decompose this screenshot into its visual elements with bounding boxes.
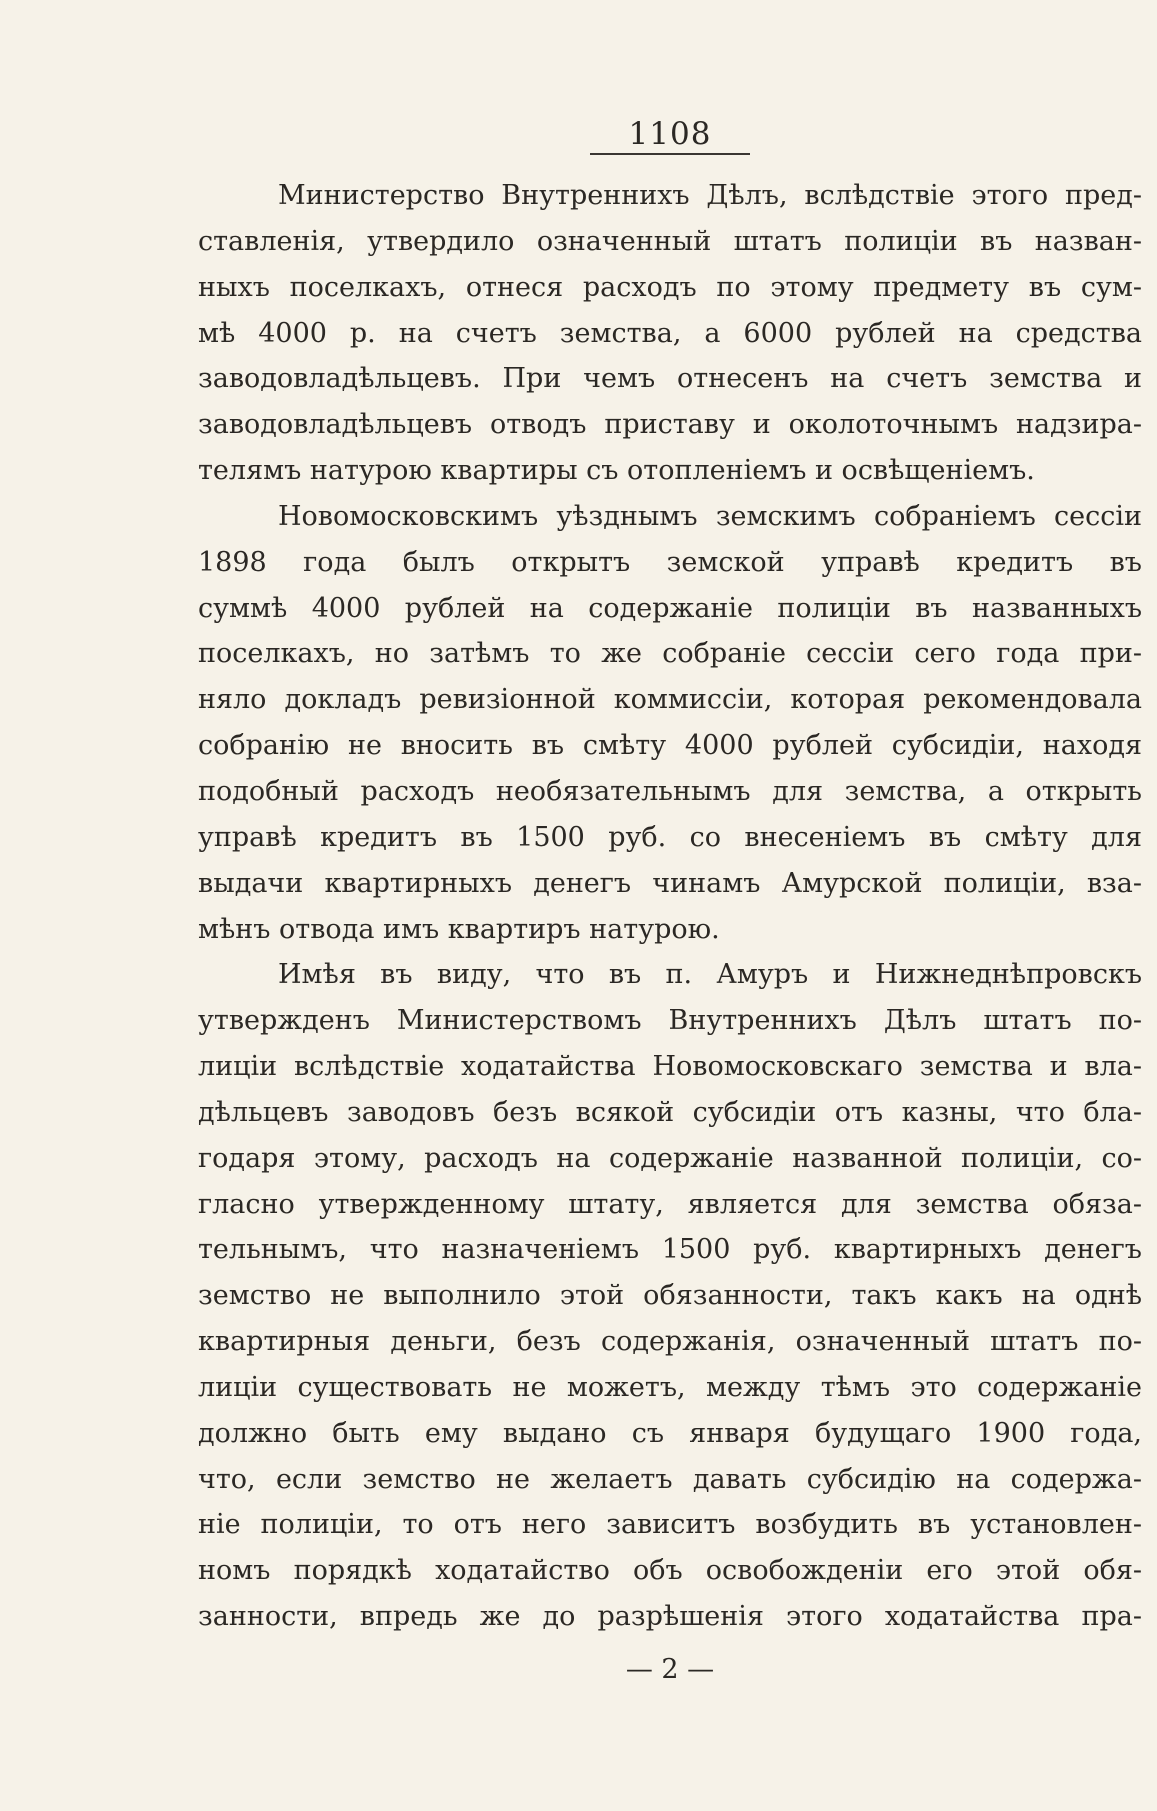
- text-line: лиціи вслѣдствіе ходатайства Новомосковскаго земства и вла-: [198, 1051, 1142, 1083]
- text-line: утвержденъ Министерствомъ Внутреннихъ Дѣлъ штатъ по-: [198, 1005, 1142, 1037]
- text-line: телямъ натурою квартиры съ отопленіемъ и освѣщеніемъ.: [198, 455, 1035, 487]
- text-line: земство не выполнило этой обязанности, такъ какъ на однѣ: [198, 1280, 1142, 1312]
- text-line: что, если земство не желаетъ давать субсидію на содержа-: [198, 1463, 1142, 1495]
- text-line: подобный расходъ необязательнымъ для земства, а открыть: [198, 775, 1142, 807]
- text-line: ніе полиціи, то отъ него зависитъ возбудить въ установлен-: [198, 1509, 1142, 1541]
- text-line: управѣ кредитъ въ 1500 руб. со внесеніемъ въ смѣту для: [198, 821, 1142, 853]
- text-line: Министерство Внутреннихъ Дѣлъ, вслѣдствіе этого пред-: [278, 180, 1142, 211]
- text-line: Имѣя въ виду, что въ п. Амуръ и Нижнеднѣпровскъ: [278, 959, 1142, 991]
- text-line: тельнымъ, что назначеніемъ 1500 руб. квартирныхъ денегъ: [198, 1234, 1142, 1266]
- text-line: выдачи квартирныхъ денегъ чинамъ Амурской полиціи, вза-: [198, 867, 1142, 899]
- text-line: гласно утвержденному штату, является для земства обяза-: [198, 1188, 1142, 1220]
- text-line: суммѣ 4000 рублей на содержаніе полиціи въ названныхъ: [198, 592, 1142, 624]
- text-line: лиціи существовать не можетъ, между тѣмъ это содержаніе: [198, 1371, 1142, 1403]
- text-line: заводовладѣльцевъ отводъ приставу и околоточнымъ надзира-: [198, 409, 1142, 441]
- header-rule: [590, 153, 750, 155]
- text-line: годаря этому, расходъ на содержаніе названной полиціи, со-: [198, 1142, 1142, 1174]
- text-line: заводовладѣльцевъ. При чемъ отнесенъ на счетъ земства и: [198, 363, 1142, 395]
- text-line: ныхъ поселкахъ, отнеся расходъ по этому предмету въ сум-: [198, 271, 1142, 303]
- text-line: ставленія, утвердило означенный штатъ полиціи въ назван-: [198, 225, 1142, 257]
- text-line: занности, впредь же до разрѣшенія этого ходатайства пра-: [198, 1601, 1142, 1633]
- text-line: поселкахъ, но затѣмъ то же собраніе сессіи сего года при-: [198, 638, 1142, 670]
- text-line: должно быть ему выдано съ января будущаго 1900 года,: [198, 1417, 1142, 1449]
- text-line: собранію не вносить въ смѣту 4000 рублей субсидіи, находя: [198, 730, 1142, 762]
- signature-mark: — 2 —: [625, 1654, 715, 1685]
- text-line: няло докладъ ревизіонной коммиссіи, которая рекомендовала: [198, 684, 1142, 716]
- text-line: квартирныя деньги, безъ содержанія, означенный штатъ по-: [198, 1326, 1142, 1358]
- page-number: 1108: [628, 116, 712, 152]
- text-line: мѣнъ отвода имъ квартиръ натурою.: [198, 913, 720, 945]
- text-line: дѣльцевъ заводовъ безъ всякой субсидіи отъ казны, что бла-: [198, 1096, 1142, 1128]
- text-line: номъ порядкѣ ходатайство объ освобожденіи его этой обя-: [198, 1555, 1142, 1587]
- text-line: Новомосковскимъ уѣзднымъ земскимъ собраніемъ сессіи: [278, 500, 1142, 532]
- body-text: [198, 173, 1142, 1640]
- text-line: 1898 года былъ открытъ земской управѣ кредитъ въ: [198, 546, 1142, 578]
- text-line: мѣ 4000 р. на счетъ земства, а 6000 рублей на средства: [198, 317, 1142, 349]
